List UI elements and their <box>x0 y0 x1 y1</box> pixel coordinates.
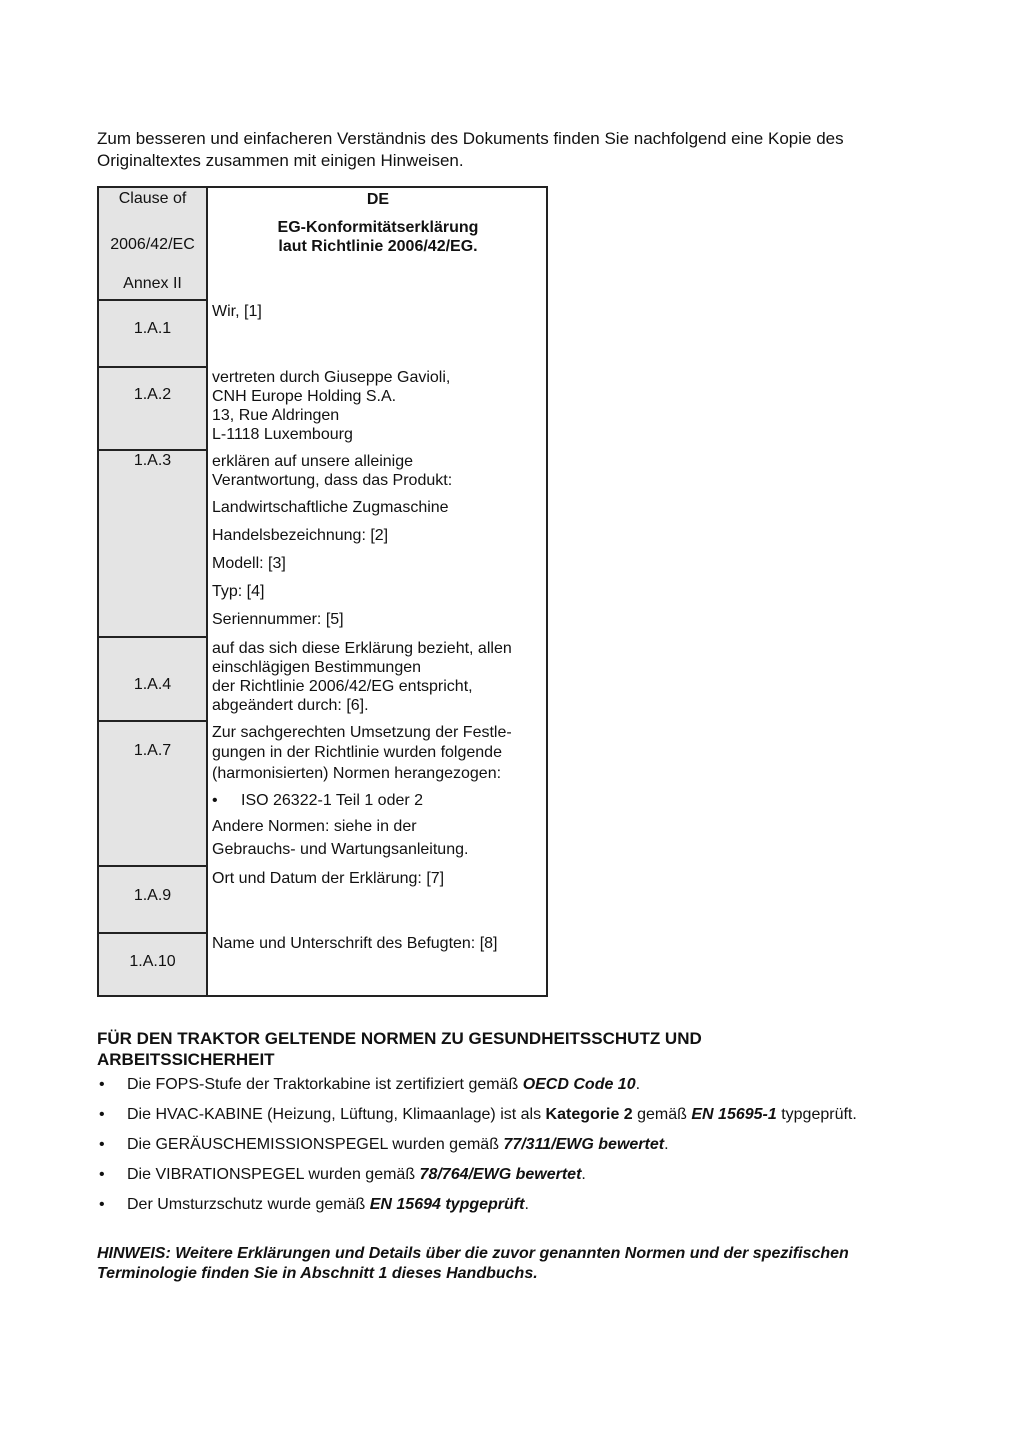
row-text: vertreten durch Giuseppe Gavioli, <box>212 369 451 386</box>
row-divider <box>99 366 206 368</box>
row-divider <box>99 299 206 301</box>
declaration-title-line2: laut Richtlinie 2006/42/EG. <box>278 238 478 255</box>
row-text: Wir, [1] <box>212 303 262 320</box>
row-text: gungen in der Richtlinie wurden folgende <box>212 744 502 761</box>
clause-label: 1.A.1 <box>133 320 172 337</box>
row-text: Andere Normen: siehe in der <box>212 818 417 835</box>
row-text: 13, Rue Aldringen <box>212 407 340 424</box>
standards-list <box>97 1075 957 1225</box>
row-text: Landwirtschaftliche Zugmaschine <box>212 499 449 516</box>
declaration-table <box>97 186 548 997</box>
clause-label: 1.A.2 <box>133 386 172 403</box>
standards-heading: FÜR DEN TRAKTOR GELTENDE NORMEN ZU GESUNDHEITSSCHUTZ UND ARBEITSSICHERHEIT <box>97 1029 702 1069</box>
clause-label: 1.A.10 <box>129 953 176 970</box>
row-text: CNH Europe Holding S.A. <box>212 388 397 405</box>
row-text: Modell: [3] <box>212 555 286 572</box>
row-divider <box>99 720 206 722</box>
clause-header-line1: Clause of <box>118 190 187 207</box>
row-divider <box>99 449 206 451</box>
row-text: Typ: [4] <box>212 583 265 600</box>
clause-label: 1.A.3 <box>133 452 172 469</box>
clause-label: 1.A.9 <box>133 887 172 904</box>
intro-paragraph: Zum besseren und einfacheren Verständnis des Dokuments finden Sie nachfolgend eine Kopie des Originaltextes zusammen mit einigen Hinweisen. <box>97 129 844 170</box>
row-text: Zur sachgerechten Umsetzung der Festle- <box>212 724 512 741</box>
row-text: L-1118 Luxembourg <box>212 426 353 443</box>
row-text: (harmonisierten) Normen herangezogen: <box>212 765 502 782</box>
row-text: Verantwortung, dass das Produkt: <box>212 472 453 489</box>
clause-header-line3: Annex II <box>123 275 182 292</box>
row-text: der Richtlinie 2006/42/EG entspricht, <box>212 678 473 695</box>
row-divider <box>99 636 206 638</box>
clause-label: 1.A.7 <box>133 742 172 759</box>
clause-header-line2: 2006/42/EC <box>110 236 195 253</box>
note-paragraph: HINWEIS: Weitere Erklärungen und Details über die zuvor genannten Normen und der spezifischen Terminologie finden Sie in Abschnitt 1 dieses Handbuchs. <box>97 1245 849 1282</box>
row-text: einschlägigen Bestimmungen <box>212 659 422 676</box>
row-text: Handelsbezeichnung: [2] <box>212 527 389 544</box>
row-text: abgeändert durch: [6]. <box>212 697 369 714</box>
list-item: • Die VIBRATIONSPEGEL wurden gemäß 78/764/EWG bewertet. <box>97 1165 957 1195</box>
row-divider <box>99 932 206 934</box>
row-text: Ort und Datum der Erklärung: [7] <box>212 870 445 887</box>
row-text: auf das sich diese Erklärung bezieht, allen <box>212 640 512 657</box>
row-divider <box>99 865 206 867</box>
clause-column <box>99 188 208 995</box>
list-item: • Die HVAC-KABINE (Heizung, Lüftung, Klimaanlage) ist als Kategorie 2 gemäß EN 15695-1 typgeprüft. <box>97 1105 957 1135</box>
list-item: • Die GERÄUSCHEMISSIONSPEGEL wurden gemäß 77/311/EWG bewertet. <box>97 1135 957 1165</box>
list-item: • Der Umsturzschutz wurde gemäß EN 15694 typgeprüft. <box>97 1195 957 1225</box>
declaration-title-line1: EG-Konformitätserklärung <box>277 219 479 236</box>
row-text: erklären auf unsere alleinige <box>212 453 414 470</box>
language-code: DE <box>366 191 390 208</box>
list-item: • Die FOPS-Stufe der Traktorkabine ist zertifiziert gemäß OECD Code 10. <box>97 1075 957 1105</box>
row-text: Name und Unterschrift des Befugten: [8] <box>212 935 498 952</box>
row-text: Seriennummer: [5] <box>212 611 344 628</box>
standard-bullet-item: • ISO 26322-1 Teil 1 oder 2 <box>212 791 573 810</box>
row-text: Gebrauchs- und Wartungsanleitung. <box>212 841 469 858</box>
clause-label: 1.A.4 <box>133 676 172 693</box>
